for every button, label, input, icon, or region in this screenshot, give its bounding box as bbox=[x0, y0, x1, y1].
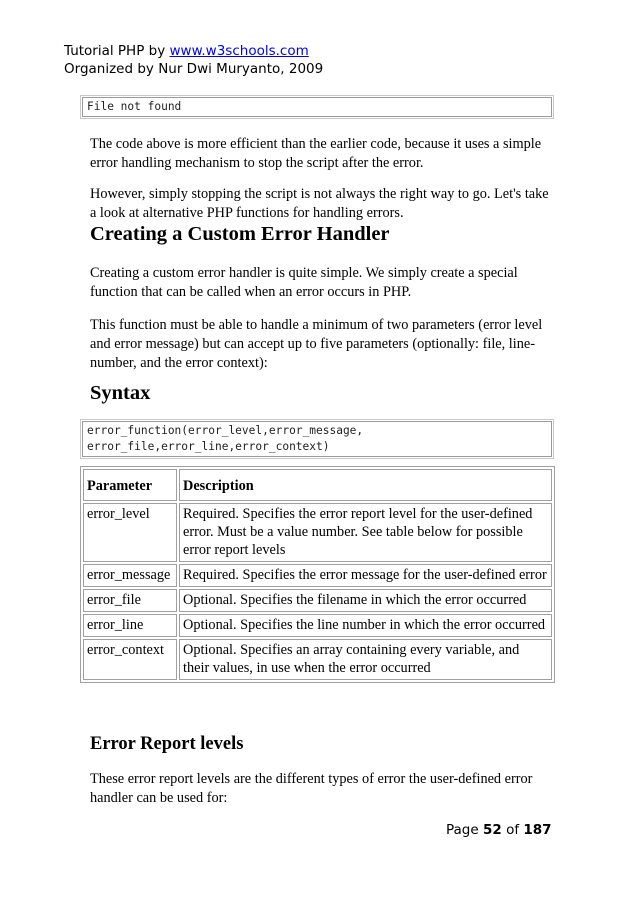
total-pages: 187 bbox=[523, 822, 552, 838]
w3schools-link[interactable]: www.w3schools.com bbox=[169, 43, 309, 59]
table-row bbox=[83, 589, 552, 612]
column-header-parameter: Parameter bbox=[83, 469, 177, 501]
desc-cell: Required. Specifies the error message for the user-defined error bbox=[179, 564, 552, 587]
param-cell: error_message bbox=[83, 564, 177, 587]
desc-cell: Optional. Specifies the filename in which the error occurred bbox=[179, 589, 552, 612]
paragraph-report-levels: These error report levels are the different types of error the user-defined error handler can be used for: bbox=[90, 771, 533, 806]
param-cell: error_level bbox=[83, 503, 177, 562]
page-header bbox=[64, 42, 323, 78]
table-row bbox=[83, 564, 552, 587]
desc-cell: Optional. Specifies an array containing every variable, and their values, in use when the error occurred bbox=[179, 639, 552, 680]
paragraph-create-handler: Creating a custom error handler is quite simple. We simply create a special function that can be called when an error occurs in PHP. bbox=[90, 265, 518, 300]
param-cell: error_context bbox=[83, 639, 177, 680]
code-box-file-not-found: File not found bbox=[82, 97, 552, 117]
param-cell: error_file bbox=[83, 589, 177, 612]
header-line-1: Tutorial PHP by www.w3schools.com bbox=[64, 43, 309, 59]
table-row bbox=[83, 614, 552, 637]
column-header-description: Description bbox=[179, 469, 552, 501]
table-row bbox=[83, 639, 552, 680]
page-number-footer: Page 52 of 187 bbox=[446, 822, 552, 838]
heading-custom-error-handler: Creating a Custom Error Handler bbox=[90, 223, 390, 245]
param-cell: error_line bbox=[83, 614, 177, 637]
paragraph-efficiency: The code above is more efficient than the earlier code, because it uses a simple error handling mechanism to stop the script after the error. bbox=[90, 136, 542, 171]
paragraph-parameters: This function must be able to handle a minimum of two parameters (error level and error message) but can accept up to five parameters (optionally: file, line-number, and the error context): bbox=[90, 317, 543, 371]
table-row bbox=[83, 503, 552, 562]
desc-cell: Required. Specifies the error report level for the user-defined error. Must be a value number. See table below for possible error report levels bbox=[179, 503, 552, 562]
current-page-number: 52 bbox=[482, 822, 502, 838]
desc-cell: Optional. Specifies the line number in which the error occurred bbox=[179, 614, 552, 637]
paragraph-alternative: However, simply stopping the script is not always the right way to go. Let's take a look at alternative PHP functions for handling errors. bbox=[90, 186, 549, 221]
code-box-syntax bbox=[82, 421, 552, 457]
parameter-table bbox=[80, 466, 555, 683]
heading-error-report-levels: Error Report levels bbox=[90, 734, 244, 754]
syntax-line-2: error_file,error_line,error_context) bbox=[87, 440, 330, 453]
table-header-row bbox=[83, 469, 552, 501]
header-line-2: Organized by Nur Dwi Muryanto, 2009 bbox=[64, 61, 324, 77]
syntax-line-1: error_function(error_level,error_message, bbox=[87, 424, 364, 437]
heading-syntax: Syntax bbox=[90, 382, 151, 404]
